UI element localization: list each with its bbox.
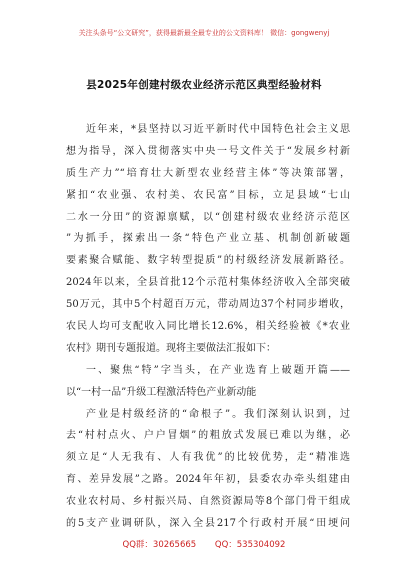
header-promo-note: 关注头条号“公文研究”，获得最新最全最专业的公文资料库！ 微信：gongwenyj <box>78 29 330 37</box>
paragraph-line: 育、差异发展”之路。2024年年初，县委农办牵头组建由 <box>66 474 350 486</box>
paragraph-line: 50万元，其中5个村超百万元，带动周边37个村同步增收， <box>66 299 350 311</box>
document-body <box>66 119 350 535</box>
paragraph-line: 的5支产业调研队，深入全县217个行政村开展“田埂问 <box>66 518 350 530</box>
footer-qq-group: QQ群：30265665 <box>122 540 197 550</box>
paragraph-line: 农业农村局、乡村振兴局、自然资源局等8个部门骨干组成 <box>66 496 350 508</box>
paragraph-line: 农民人均可支配收入同比增长12.6%，相关经验被《*农业 <box>66 321 350 333</box>
footer-contact <box>0 538 408 550</box>
footer-qq-number: QQ：535304092 <box>214 540 286 550</box>
paragraph-line: 须立足“人无我有、人有我优”的比较优势，走“精准选 <box>66 452 350 464</box>
document-title: 县2025年创建村级农业经济示范区典型经验材料 <box>86 79 322 91</box>
section-heading-line: 以“一村一品”升级工程激活特色产业新动能 <box>66 386 257 398</box>
section-heading-line: 一、聚焦“特”字当头，在产业选育上破题开篇—— <box>86 364 350 376</box>
paragraph-line: 2024年以来，全县首批12个示范村集体经济收入全部突破 <box>66 277 350 289</box>
paragraph-line: 农村》期刊专题报道。现将主要做法汇报如下： <box>66 342 276 354</box>
paragraph-line: 质生产力”“培育壮大新型农业经营主体”等决策部署， <box>66 167 350 179</box>
paragraph-line: 近年来，*县坚持以习近平新时代中国特色社会主义思 <box>86 124 350 135</box>
paragraph-line: 要素聚合赋能、数字转型提质”的村级经济发展新路径。 <box>66 255 350 267</box>
paragraph-line: 去“村村点火、户户冒烟”的粗放式发展已难以为继，必 <box>66 430 350 442</box>
paragraph-line: 紧扣“农业强、农村美、农民富”目标，立足县域“七山 <box>66 189 350 201</box>
paragraph-line: 二水一分田”的资源禀赋，以“创建村级农业经济示范区 <box>66 211 350 223</box>
paragraph-line: 想为指导，深入贯彻落实中央一号文件关于“发展乡村新 <box>66 145 350 157</box>
paragraph-line: 产业是村级经济的“命根子”。我们深刻认识到，过 <box>86 408 350 420</box>
paragraph-line: ”为抓手，探索出一条“特色产业立基、机制创新破题 <box>66 233 350 245</box>
